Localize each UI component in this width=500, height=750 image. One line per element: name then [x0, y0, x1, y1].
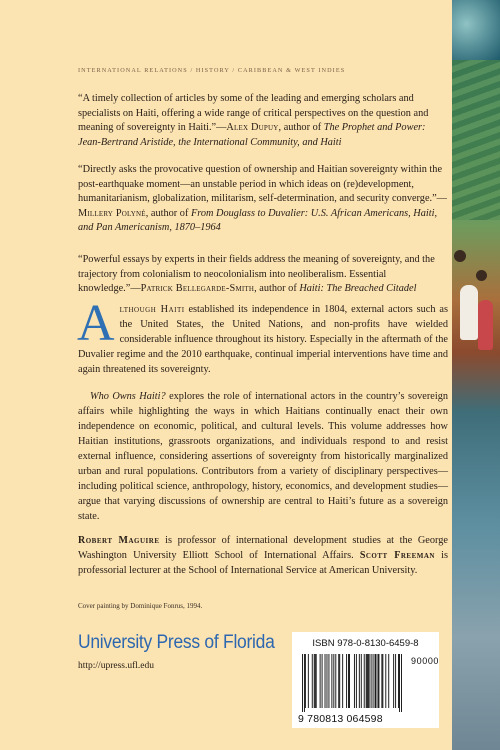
- barcode-bar: [376, 654, 377, 708]
- barcode-bar: [401, 654, 402, 712]
- lead-in: lthough Haiti: [119, 304, 185, 315]
- subject-categories: INTERNATIONAL RELATIONS / HISTORY / CARIBBEAN & WEST INDIES: [78, 67, 346, 74]
- publisher-logo: University Press of Florida: [78, 632, 275, 653]
- quote-text: “Directly asks the provocative question of ownership and Haitian sovereignty within the post-earthquake moment—an unstable period in which ideas on (re)development, humanitarianism, globalization, militarism, self-determination, and security converge.”—: [78, 164, 447, 205]
- barcode-bar: [399, 654, 400, 712]
- quote-text: “Powerful essays by experts in their fields address the meaning of sovereignty, and the trajectory from colonialism to neocolonialism into neoliberalism. Essential knowledge.”—: [78, 254, 435, 295]
- drop-cap: A: [77, 295, 115, 352]
- quote-book-title: From Douglass to Duvalier: U.S. African Americans, Haiti, and Pan Americanism, 1870–1964: [78, 207, 438, 234]
- quote-book-title: The Prophet and Power: Jean-Bertrand Aristide, the International Community, and Haiti: [78, 122, 426, 148]
- barcode-bar: [305, 654, 306, 708]
- quote-author-desc: , author of: [278, 122, 324, 134]
- barcode-bar: [378, 654, 379, 708]
- editor-name: Robert Maguire: [78, 535, 160, 546]
- quote-book-title: Haiti: The Breached Citadel: [299, 283, 417, 295]
- blurb-quote: [78, 253, 448, 297]
- bio-text: is professorial lecturer at the School of International Service at American University.: [78, 550, 448, 576]
- isbn-label: ISBN 978-0-8130-6459-8: [312, 638, 419, 649]
- barcode-bar: [354, 654, 355, 708]
- quote-text: “A timely collection of articles by some of the leading and emerging scholars and specialists on Haiti, offering a wide range of critical perspectives on the question and meaning of sovereignty in Haiti.”—: [78, 93, 429, 134]
- barcode-bar: [371, 654, 372, 708]
- barcode-bar: [364, 654, 365, 708]
- publisher-url: http://upress.ufl.edu: [78, 661, 154, 671]
- cover-credit: Cover painting by Dominique Fonrus, 1994.: [78, 602, 203, 610]
- barcode-bar: [369, 654, 370, 708]
- quote-author: Patrick Bellegarde-Smith: [140, 283, 255, 295]
- quote-author-desc: , author of: [145, 207, 191, 219]
- paragraph-text: explores the role of international actors in the country’s sovereign affairs while highlighting the ways in which Haitians continually enact their own independence on economic, political, and cultural levels. This volume addresses how Haitian institutions, grassroots organizations, and individuals respond to and resist external influence, considering assertions of sovereignty from historically marginalized urban and rural populations. Contributors from a variety of disciplinary perspectives—including political science, anthropology, history, economics, and development studies—argue that varying discussions of ownership are central to Haiti’s future as a sovereign state.: [78, 391, 448, 522]
- bio-text: is professor of international development studies at the George Washington University Elliott School of International Affairs.: [78, 535, 448, 561]
- barcode-bar: [302, 654, 303, 712]
- barcode-bar: [348, 654, 349, 708]
- blurb-quote: [78, 92, 448, 150]
- barcode-bar: [368, 654, 369, 708]
- barcode-number: 9 780813 064598: [298, 713, 383, 725]
- quote-author-desc: , author of: [254, 283, 300, 295]
- barcode-bar: [381, 654, 382, 708]
- barcode-bar: [328, 654, 329, 708]
- barcode-bar: [382, 654, 383, 708]
- quote-author: Millery Polyné: [78, 207, 146, 219]
- barcode-bar: [335, 654, 336, 708]
- barcode-bar: [316, 654, 317, 708]
- barcode-bar: [325, 654, 326, 708]
- paragraph-text: established its independence in 1804, external actors such as the United States, the United Nations, and non-profits have wielded considerable influence throughout its history. Especially in the aftermath of the Duvalier regime and the 2010 earthquake, continual imperial interventions have time and again threatened its sovereignty.: [78, 304, 448, 375]
- description-paragraph: [78, 389, 448, 524]
- barcode-bar: [333, 654, 334, 708]
- quote-author: Alex Dupuy: [226, 122, 279, 134]
- barcode-bar: [304, 654, 305, 712]
- barcode-bar: [312, 654, 313, 708]
- barcode-bar: [342, 654, 343, 708]
- price-code: 90000: [411, 656, 440, 666]
- description-paragraph: [77, 295, 448, 377]
- cover-painting-strip: [452, 0, 500, 750]
- blurb-quote: [78, 163, 448, 236]
- barcode-bar: [398, 654, 399, 708]
- barcode-bar: [327, 654, 328, 708]
- isbn-barcode: [302, 654, 402, 712]
- barcode-bar: [338, 654, 339, 708]
- barcode-bar: [385, 654, 386, 708]
- barcode-bar: [375, 654, 376, 708]
- barcode-bar: [393, 654, 394, 708]
- barcode-bar: [359, 654, 360, 708]
- barcode-bar: [367, 654, 368, 708]
- barcode-bar: [356, 654, 357, 708]
- barcode-box: [292, 632, 439, 728]
- barcode-bar: [314, 654, 315, 708]
- barcode-bar: [320, 654, 321, 708]
- author-bios: [78, 533, 448, 578]
- barcode-bar: [331, 654, 332, 708]
- editor-name: Scott Freeman: [359, 550, 435, 561]
- barcode-bar: [315, 654, 316, 708]
- barcode-bar: [346, 654, 347, 708]
- barcode-bar: [322, 654, 323, 708]
- barcode-bar: [308, 654, 309, 708]
- barcode-bar: [366, 654, 367, 708]
- barcode-bar: [377, 654, 378, 708]
- barcode-bar: [349, 654, 350, 708]
- barcode-bar: [388, 654, 389, 708]
- barcode-bar: [395, 654, 396, 708]
- barcode-bar: [339, 654, 340, 708]
- book-title-mention: Who Owns Haiti?: [90, 391, 166, 402]
- barcode-bar: [361, 654, 362, 708]
- barcode-bar: [373, 654, 374, 708]
